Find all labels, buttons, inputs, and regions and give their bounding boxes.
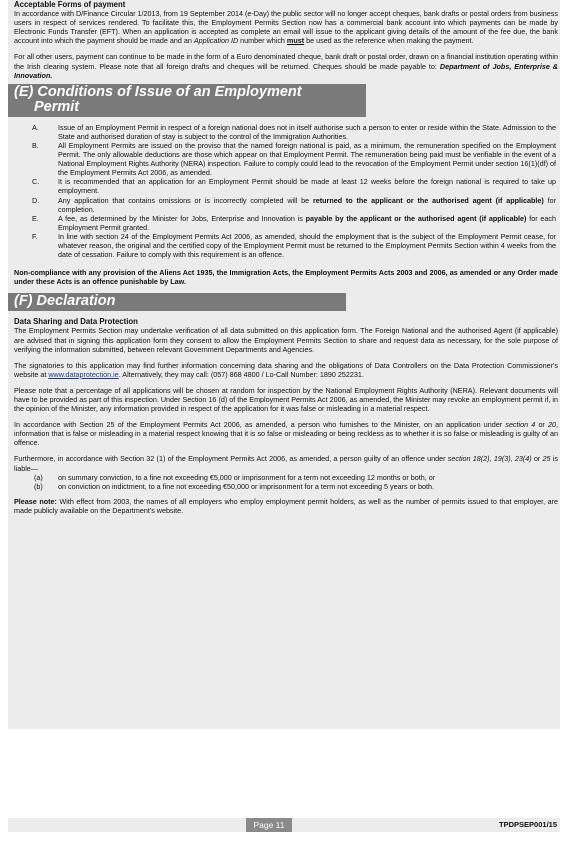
declaration-paragraph-1: The Employment Permits Section may undertake verification of all data submitted on this application form. The Foreign National and the authorised Agent (if applicable) are advised that in signing this application form they consent to allow the Employment Permits Section to share and request data as necessary, for the sole purpose of verifying the information submitted, between relevant Government Departments and Agencies. bbox=[14, 326, 558, 354]
declaration-paragraph-5: Furthermore, in accordance with Section 32 (1) of the Employment Permits Act 2006, as amended, a person guilty of an offence under section 18(2), 19(3), 23(4) or 25 is liable— bbox=[14, 454, 558, 473]
condition-item-e: E. A fee, as determined by the Minister for Jobs, Enterprise and Innovation is payable by the applicant or the authorised agent (if applicable) for each Employment Permit granted. bbox=[32, 213, 556, 232]
declaration-paragraph-2: The signatories to this application may find further information concerning data sharing and the obligations of Data Controllers on the Data Protection Commissioner's website at www.dataprotection.ie. Alternatively, they may call: (057) 868 4800 / Lo-Call Number: 1890 252231. bbox=[14, 360, 558, 379]
condition-item-c: C. It is recommended that an application for an Employment Permit should be made at least 12 weeks before the foreign national is required to take up employment. bbox=[32, 177, 556, 196]
page-number: Page 11 bbox=[246, 818, 292, 832]
please-note-paragraph: Please note: With effect from 2003, the names of all employers who employ employment permit holders, as well as the number of permits issued to that employer, are made publicly available on the Department's website. bbox=[14, 496, 559, 515]
data-sharing-heading: Data Sharing and Data Protection bbox=[14, 317, 138, 327]
document-body bbox=[14, 0, 558, 522]
noncompliance-notice: Non-compliance with any provision of the Aliens Act 1935, the Immigration Acts, the Employment Permits Acts 2003 and 2006, as amended or any Order made under these Acts is an offence punishable by Law. bbox=[14, 268, 558, 287]
acceptable-forms-heading: Acceptable Forms of payment bbox=[14, 0, 126, 9]
penalty-item-b: (b) on conviction on indictment, to a fine not exceeding €50,000 or imprisonment for a term not exceeding 5 years or both. bbox=[34, 481, 434, 491]
conditions-list bbox=[14, 123, 558, 259]
acceptable-forms-paragraph-1: In accordance with D/Finance Circular 1/2013, from 19 September 2014 (e-Day) the public sector will no longer accept cheques, bank drafts or postal orders from business users in respect of services rendered. To facilitate this, the Employment Permits Section now has a commercial bank account into which payments can be made by Electronic Funds Transfer (EFT). When an application is accepted as complete an email will issue to the applicant giving details of the amount of the fee due, the bank account into which the payment should be made and an Application ID number which must be used as the reference when making the payment. bbox=[14, 9, 558, 46]
penalty-item-a: (a) on summary conviction, to a fine not exceeding €5,000 or imprisonment for a term not exceeding 12 months or both, or bbox=[34, 472, 436, 482]
document-code: TPDPSEP001/15 bbox=[499, 820, 557, 829]
condition-item-b: B. All Employment Permits are issued on the proviso that the named foreign national is paid, as a minimum, the remuneration specified on the Employment Permit. The only allowable deductions are those which appear on that Employment Permit. The remuneration being paid must be verifiable in the event of a National Employment Rights Authority (NERA) inspection. Failure to comply could lead to the revocation of the Employment Permit under section 16(1)(df) of the Employment Permits Act 2006, as amended. bbox=[32, 140, 556, 178]
section-f-title: (F) Declaration bbox=[8, 293, 346, 311]
declaration-paragraph-3: Please note that a percentage of all applications will be chosen at random for inspection by the National Employment Rights Authority (NERA). Relevant documents will have to be provided as part of this inspection. Under Section 16 (d) of the Employment Permits Act 2006, as amended, the Minister may revoke an employment permit if, in the opinion of the Minister, any information provided in respect of the application for it was false or misleading in a material respect. bbox=[14, 385, 558, 414]
acceptable-forms-paragraph-2: For all other users, payment can continue to be made in the form of a Euro denominated cheque, bank draft or postal order, drawn on a financial institution operating within the Irish clearing system. Please note that all foreign drafts and cheques will be returned. Cheques should be made payable to: Department of Jobs, Enterprise & Innovation. bbox=[14, 52, 558, 80]
penalty-list bbox=[14, 473, 558, 491]
condition-item-a: A. Issue of an Employment Permit in respect of a foreign national does not in itself authorise such a person to enter or reside within the State. Admission to the State and authorised duration of stay is subject to the control of the Immigration Authorities. bbox=[32, 122, 556, 141]
section-e-title: (E) Conditions of Issue of an Employment Permit bbox=[8, 84, 366, 117]
declaration-paragraph-4: In accordance with Section 25 of the Employment Permits Act 2006, as amended, a person who furnishes to the Minister, on an application under section 4 or 20, information that is false or misleading in a material respect knowing that it is so false or misleading or being reckless as to whether it is so false or misleading is guilty of an offence. bbox=[14, 420, 558, 448]
condition-item-d: D. Any application that contains omissions or is incorrectly completed will be returned to the applicant or the authorised agent (if applicable) for completion. bbox=[32, 195, 556, 214]
condition-item-f: F. In line with section 24 of the Employment Permits Act 2006, as amended, should the employment that is the subject of the Employment Permit cease, for whatever reason, the original and the certified copy of the Employment Permit must be returned to the Employment Permits Section within 4 weeks from the date of cessation. Failure to comply with this requirement is an offence. bbox=[32, 231, 556, 260]
dataprotection-link[interactable]: www.dataprotection.ie bbox=[48, 369, 119, 379]
